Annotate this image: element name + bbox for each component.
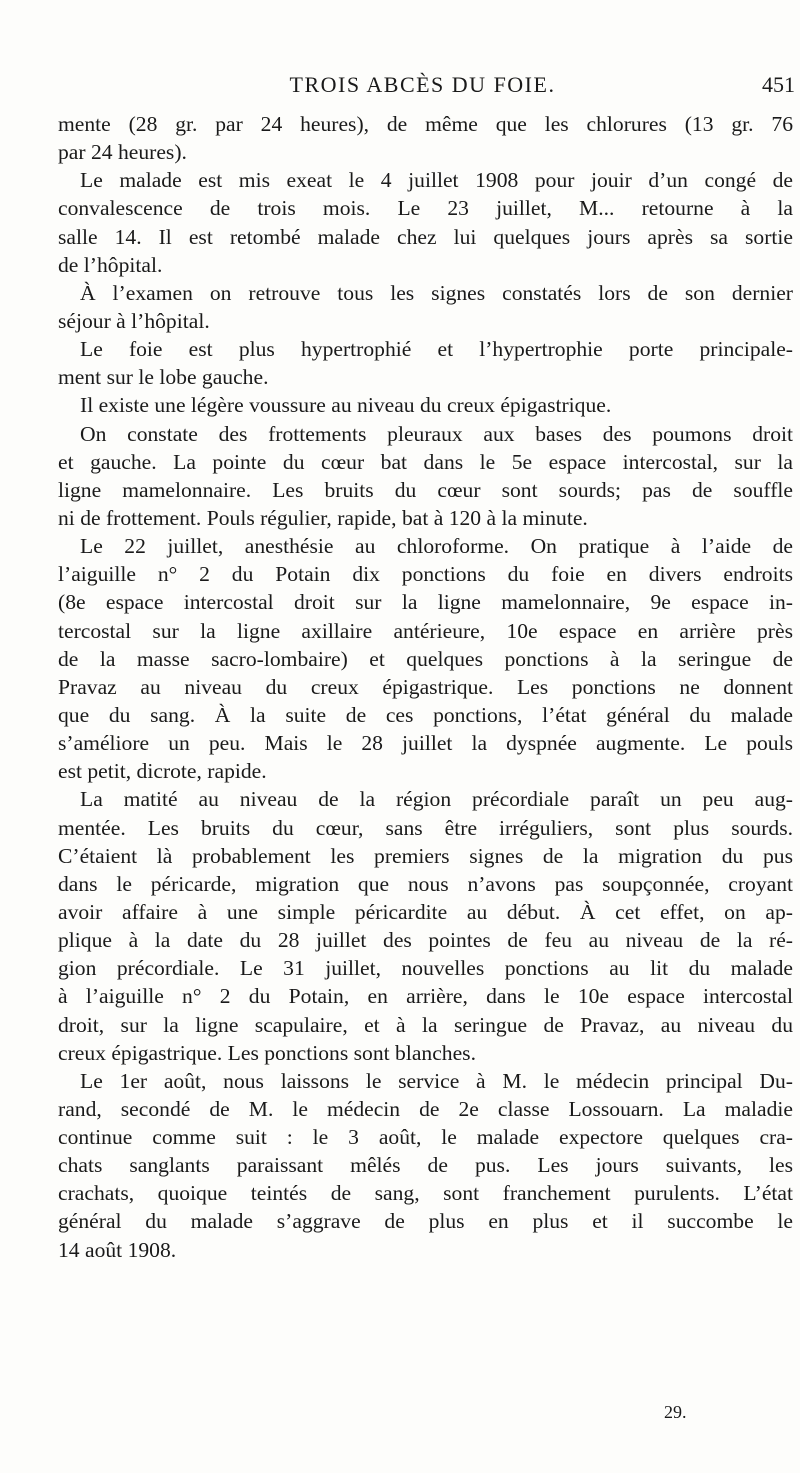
text-line: ment sur le lobe gauche.: [58, 365, 269, 390]
text-line: s’améliore un peu. Mais le 28 juillet la dyspnée augmente. Le pouls: [58, 731, 793, 756]
text-line: salle 14. Il est retombé malade chez lui quelques jours après sa sortie: [58, 224, 793, 249]
text-line: général du malade s’aggrave de plus en plus et il succombe le: [58, 1209, 793, 1234]
text-line: par 24 heures).: [58, 140, 187, 165]
text-line: mentée. Les bruits du cœur, sans être irréguliers, sont plus sourds.: [58, 815, 793, 840]
text-line: dans le péricarde, migration que nous n’avons pas soupçonnée, croyant: [58, 871, 793, 896]
signature-mark: 29.: [664, 1402, 687, 1422]
text-line: À l’examen on retrouve tous les signes constatés lors de son dernier: [80, 280, 793, 305]
text-line: avoir affaire à une simple péricardite au début. À cet effet, on ap-: [58, 899, 793, 924]
text-line: Le 22 juillet, anesthésie au chloroforme. On pratique à l’aide de: [80, 534, 793, 559]
text-line: de l’hôpital.: [58, 252, 163, 277]
text-line: chats sanglants paraissant mêlés de pus. Les jours suivants, les: [58, 1153, 793, 1178]
text-line: gion précordiale. Le 31 juillet, nouvelles ponctions au lit du malade: [58, 956, 793, 981]
text-line: Pravaz au niveau du creux épigastrique. Les ponctions ne donnent: [58, 674, 793, 699]
text-line: à l’aiguille n° 2 du Potain, en arrière, dans le 10e espace intercostal: [58, 984, 793, 1009]
text-line: droit, sur la ligne scapulaire, et à la seringue de Pravaz, au niveau du: [58, 1012, 793, 1037]
text-line: ni de frottement. Pouls régulier, rapide, bat à 120 à la minute.: [58, 505, 588, 530]
text-line: séjour à l’hôpital.: [58, 308, 210, 333]
text-line: rand, secondé de M. le médecin de 2e classe Lossouarn. La maladie: [58, 1096, 793, 1121]
page-number: 451: [762, 72, 795, 97]
text-line: Le 1er août, nous laissons le service à M. le médecin principal Du-: [80, 1068, 793, 1093]
body-text: [58, 110, 793, 1264]
text-line: 14 août 1908.: [58, 1237, 177, 1262]
text-line: mente (28 gr. par 24 heures), de même que les chlorures (13 gr. 76: [58, 112, 793, 136]
text-line: de la masse sacro-lombaire) et quelques ponctions à la seringue de: [58, 646, 793, 671]
text-line: On constate des frottements pleuraux aux bases des poumons droit: [80, 421, 793, 446]
text-line: que du sang. À la suite de ces ponctions, l’état général du malade: [58, 702, 793, 727]
text-line: et gauche. La pointe du cœur bat dans le 5e espace intercostal, sur la: [58, 449, 793, 474]
text-line: l’aiguille n° 2 du Potain dix ponctions du foie en divers endroits: [58, 562, 793, 587]
text-line: Le foie est plus hypertrophié et l’hypertrophie porte principale-: [80, 337, 793, 362]
text-line: continue comme suit : le 3 août, le malade expectore quelques cra-: [58, 1125, 793, 1150]
text-line: Il existe une légère voussure au niveau du creux épigastrique.: [80, 393, 612, 418]
text-line: C’étaient là probablement les premiers signes de la migration du pus: [58, 843, 793, 868]
running-head: [50, 72, 795, 102]
text-line: Le malade est mis exeat le 4 juillet 1908 pour jouir d’un congé de: [80, 168, 793, 193]
text-line: La matité au niveau de la région précordiale paraît un peu aug-: [80, 787, 793, 812]
text-line: (8e espace intercostal droit sur la ligne mamelonnaire, 9e espace in-: [58, 590, 793, 615]
text-line: crachats, quoique teintés de sang, sont franchement purulents. L’état: [58, 1181, 793, 1206]
text-line: plique à la date du 28 juillet des pointes de feu au niveau de la ré-: [58, 928, 793, 953]
text-line: ligne mamelonnaire. Les bruits du cœur sont sourds; pas de souffle: [58, 477, 793, 502]
running-title: TROIS ABCÈS DU FOIE.: [289, 72, 556, 97]
text-line: est petit, dicrote, rapide.: [58, 759, 267, 784]
text-line: convalescence de trois mois. Le 23 juillet, M... retourne à la: [58, 196, 793, 221]
text-line: creux épigastrique. Les ponctions sont blanches.: [58, 1040, 476, 1065]
text-line: tercostal sur la ligne axillaire antérieure, 10e espace en arrière près: [58, 618, 793, 643]
